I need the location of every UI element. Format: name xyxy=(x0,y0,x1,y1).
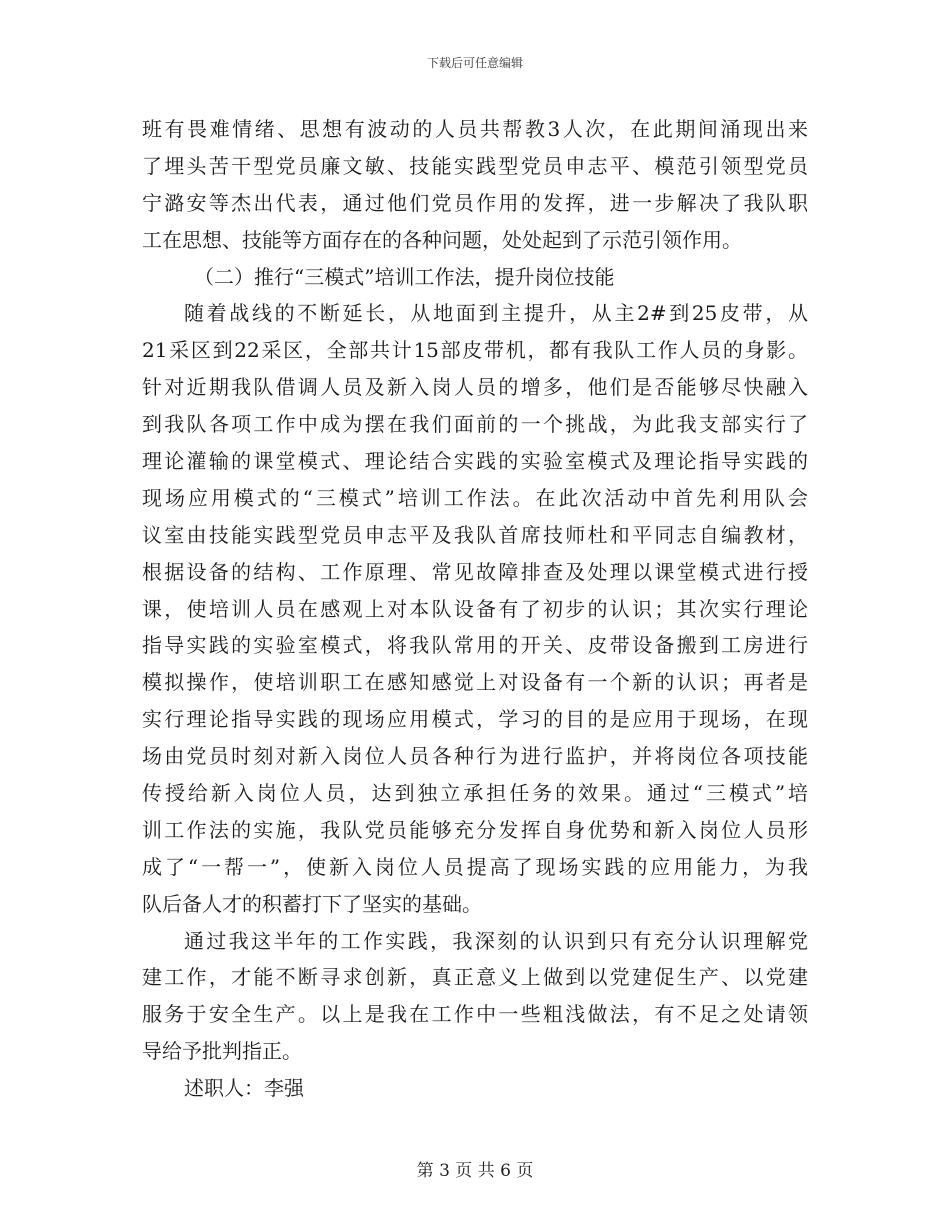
body-line: 了埋头苦干型党员廉文敏、技能实践型党员申志平、模范引领型党员 xyxy=(142,153,808,178)
body-line: 议室由技能实践型党员申志平及我队首席技师杜和平同志自编教材， xyxy=(142,522,808,547)
body-line: 服务于安全生产。以上是我在工作中一些粗浅做法，有不足之处请领 xyxy=(142,1002,808,1027)
body-line: 工在思想、技能等方面存在的各种问题，处处起到了示范引领作用。 xyxy=(142,227,742,252)
page-number: 第 3 页 共 6 页 xyxy=(416,1161,534,1181)
body-line: 根据设备的结构、工作原理、常见故障排查及处理以课堂模式进行授 xyxy=(142,559,808,584)
body-line: 现场应用模式的“三模式”培训工作法。在此次活动中首先利用队会 xyxy=(142,485,808,510)
body-line: 建工作，才能不断寻求创新，真正意义上做到以党建促生产、以党建 xyxy=(142,965,808,990)
body-line: 针对近期我队借调人员及新入岗人员的增多，他们是否能够尽快融入 xyxy=(142,375,808,400)
body-line: 导给予批判指正。 xyxy=(142,1039,302,1064)
body-line: 随着战线的不断延长，从地面到主提升，从主2#到25皮带，从 xyxy=(184,301,808,326)
body-line: 班有畏难情绪、思想有波动的人员共帮教3人次，在此期间涌现出来 xyxy=(142,117,808,141)
body-line: 队后备人才的积蓄打下了坚实的基础。 xyxy=(142,891,482,916)
body-line: 指导实践的实验室模式，将我队常用的开关、皮带设备搬到工房进行 xyxy=(142,633,808,658)
body-line: 实行理论指导实践的现场应用模式，学习的目的是应用于现场，在现 xyxy=(142,707,808,732)
body-line: 21采区到22采区，全部共计15部皮带机，都有我队工作人员的身影。 xyxy=(142,338,808,363)
body-line: 场由党员时刻对新入岗位人员各种行为进行监护，并将岗位各项技能 xyxy=(142,744,808,769)
body-line: 课，使培训人员在感观上对本队设备有了初步的认识；其次实行理论 xyxy=(142,596,808,621)
document-body xyxy=(142,111,808,1107)
body-line: 传授给新入岗位人员，达到独立承担任务的效果。通过“三模式”培 xyxy=(142,781,808,806)
page-header-note: 下载后可任意编辑 xyxy=(426,56,523,70)
body-line: 到我队各项工作中成为摆在我们面前的一个挑战，为此我支部实行了 xyxy=(142,412,808,437)
body-line: 模拟操作，使培训职工在感知感觉上对设备有一个新的认识；再者是 xyxy=(142,670,808,695)
signature-line: 述职人：李强 xyxy=(184,1076,304,1101)
body-line: 成了“一帮一”，使新入岗位人员提高了现场实践的应用能力，为我 xyxy=(142,854,808,879)
body-line: 通过我这半年的工作实践，我深刻的认识到只有充分认识理解党 xyxy=(184,928,808,953)
body-line: 训工作法的实施，我队党员能够充分发挥自身优势和新入岗位人员形 xyxy=(142,817,808,842)
section-heading: （二）推行“三模式”培训工作法，提升岗位技能 xyxy=(194,264,615,289)
body-line: 宁潞安等杰出代表，通过他们党员作用的发挥，进一步解决了我队职 xyxy=(142,190,808,215)
body-line: 理论灌输的课堂模式、理论结合实践的实验室模式及理论指导实践的 xyxy=(142,449,808,474)
